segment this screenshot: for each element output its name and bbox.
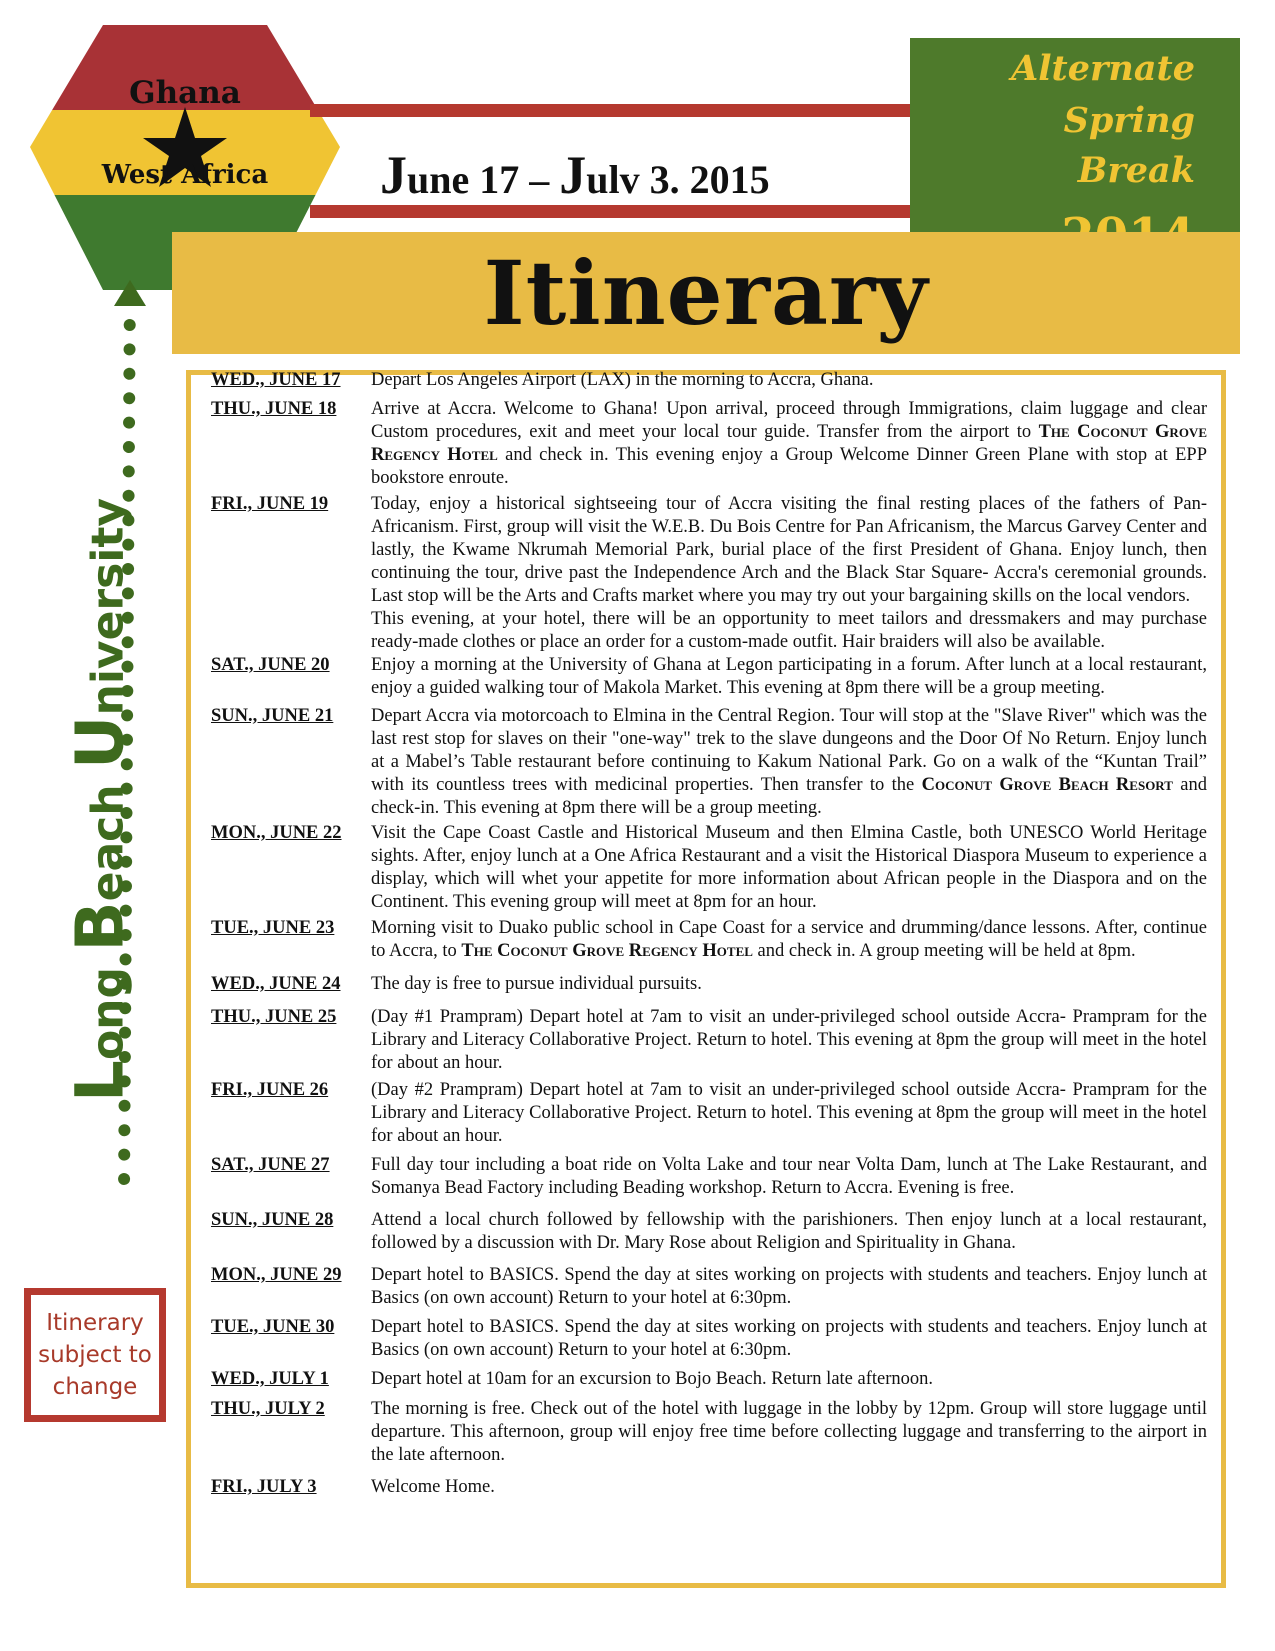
itinerary-day: WED., JULY 1 [211, 1369, 329, 1389]
red-line-top [310, 104, 915, 117]
itinerary-text: Attend a local church followed by fellowship with the parishioners. Then enjoy lunch at a local restaurant, followed by a discussion with Dr. Mary Rose about Religion and Spirituality in Ghana. [371, 1210, 1207, 1253]
title-band [172, 232, 1240, 354]
itinerary-text: (Day #2 Prampram) Depart hotel at 7am to visit an under-privileged school outside Accra- Prampram for the Library and Literacy Collaborative Project. Return to hotel. This evening at 8pm the group will meet in the hotel for about an hour. [371, 1080, 1207, 1146]
page-title: Itinerary [483, 241, 929, 345]
arrow-dot [123, 392, 135, 404]
trip-dates: June 17 – Julv 3. 2015 [380, 145, 770, 205]
hex-label-ghana: Ghana [129, 75, 241, 111]
itinerary-text: Morning visit to Duako public school in Cape Coast for a service and drumming/dance lessons. After, continue to Accra, to The Coconut Grove Regency Hotel and check in. A group meeting will be held at 8pm. [371, 918, 1207, 961]
arrow-dot [123, 441, 135, 453]
itinerary-text: Enjoy a morning at the University of Ghana at Legon participating in a forum. After lunch at a local restaurant, enjoy a guided walking tour of Makola Market. This evening at 8pm there will be a group meeting. [371, 655, 1207, 698]
arrow-dot [124, 319, 136, 331]
itinerary-box [186, 370, 1226, 1588]
arrow-dot [118, 1173, 130, 1185]
arrow-dot [118, 1124, 130, 1136]
itinerary-day: SUN., JUNE 28 [211, 1210, 334, 1230]
itinerary-day: THU., JUNE 25 [211, 1007, 337, 1027]
itinerary-change-notice [24, 1288, 166, 1422]
itinerary-day: WED., JUNE 17 [211, 370, 341, 390]
itinerary-day: TUE., JUNE 30 [211, 1317, 335, 1337]
arrow-dot [124, 343, 136, 355]
hex-label-west-africa: West Africa [101, 160, 269, 190]
itinerary-text: (Day #1 Prampram) Depart hotel at 7am to visit an under-privileged school outside Accra- Prampram for the Library and Literacy Collaborative Project. Return to hotel. This evening at 8pm the group will meet in the hotel for about an hour. [371, 1007, 1207, 1073]
badge-line-spring: Spring [1063, 100, 1195, 141]
itinerary-text: The morning is free. Check out of the hotel with luggage in the lobby by 12pm. Group will store luggage until departure. This afternoon, group will enjoy free time before collecting luggage and transferring to the airport in the late afternoon. [371, 1399, 1207, 1465]
itinerary-day: WED., JUNE 24 [211, 974, 341, 994]
itinerary-text: Today, enjoy a historical sightseeing tour of Accra visiting the final resting places of the fathers of Pan-Africanism. First, group will visit the W.E.B. Du Bois Centre for Pan Africanism, the Marcus Garvey Center and lastly, the Kwame Nkrumah Memorial Park, burial place of the first President of Ghana. Enjoy lunch, then continuing the tour, drive past the Independence Arch and the Black Star Square- Accra's ceremonial grounds. Last stop will be the Arts and Crafts market where you may try out your bargaining skills on the local vendors. This evening, at your hotel, there will be an opportunity to meet tailors and dressmakers and may purchase ready-made clothes or place an order for a custom-made outfit. Hair braiders will also be available. [371, 494, 1207, 652]
itinerary-text: Depart hotel to BASICS. Spend the day at sites working on projects with students and teachers. Enjoy lunch at Basics (on own account) Return to your hotel at 6:30pm. [371, 1317, 1207, 1360]
arrow-dot [123, 368, 135, 380]
itinerary-day: FRI., JUNE 19 [211, 494, 329, 514]
itinerary-text: Visit the Cape Coast Castle and Historical Museum and then Elmina Castle, both UNESCO World Heritage sights. After, enjoy lunch at a One Africa Restaurant and a visit the Historical Diaspora Museum to experience a display, which will whet your appetite for more information about African people in the Diaspora and on the Continent. This evening group will meet at 8pm for an hour. [371, 823, 1207, 912]
itinerary-day: SAT., JUNE 20 [211, 655, 330, 675]
arrow-dot [123, 465, 135, 477]
arrow-dot [123, 417, 135, 429]
itinerary-text: Welcome Home. [371, 1477, 495, 1497]
itinerary-day: SAT., JUNE 27 [211, 1155, 330, 1175]
itinerary-day: TUE., JUNE 23 [211, 918, 335, 938]
itinerary-text: The day is free to pursue individual pursuits. [371, 974, 702, 994]
itinerary-text: Depart hotel to BASICS. Spend the day at sites working on projects with students and teachers. Enjoy lunch at Basics (on own account) Return to your hotel at 6:30pm. [371, 1265, 1207, 1308]
itinerary-day: THU., JULY 2 [211, 1399, 325, 1419]
itinerary-day: FRI., JUNE 26 [211, 1080, 329, 1100]
itinerary-text: Arrive at Accra. Welcome to Ghana! Upon arrival, proceed through Immigrations, claim luggage and clear Custom procedures, exit and meet your local tour guide. Transfer from the airport to The Coconut Grove Regency Hotel and check in. This evening enjoy a Group Welcome Dinner Green Plane with stop at EPP bookstore enroute. [371, 399, 1207, 488]
itinerary-day: THU., JUNE 18 [211, 399, 337, 419]
long-beach-university-label: Long Beach University [61, 497, 139, 1103]
itinerary-text: Depart Los Angeles Airport (LAX) in the morning to Accra, Ghana. [371, 370, 874, 390]
itinerary-day: FRI., JULY 3 [211, 1477, 317, 1497]
arrow-dot [118, 1149, 130, 1161]
badge-line-alternate: Alternate [1011, 48, 1195, 89]
itinerary-day: SUN., JUNE 21 [211, 706, 334, 726]
badge-line-break: Break [1077, 150, 1195, 191]
itinerary-text: Depart Accra via motorcoach to Elmina in the Central Region. Tour will stop at the "Slave River" which was the last rest stop for slaves on their "one-way" trek to the slave dungeons and the Door Of No Return. Enjoy lunch at a Mabel’s Table restaurant before continuing to Kakum National Park. Go on a walk of the “Kuntan Trail” with its countless trees with medicinal properties. Then transfer to the Coconut Grove Beach Resort and check-in. This evening at 8pm there will be a group meeting. [371, 706, 1207, 818]
red-line-bottom [310, 205, 915, 218]
itinerary-text: Full day tour including a boat ride on Volta Lake and tour near Volta Dam, lunch at The Lake Restaurant, and Somanya Bead Factory including Beading workshop. Return to Accra. Evening is free. [371, 1155, 1207, 1198]
itinerary-day: MON., JUNE 29 [211, 1265, 342, 1285]
itinerary-text: Depart hotel at 10am for an excursion to Bojo Beach. Return late afternoon. [371, 1369, 934, 1389]
itinerary-day: MON., JUNE 22 [211, 823, 342, 843]
change-notice-text: Itinerary subject to change [38, 1310, 152, 1400]
